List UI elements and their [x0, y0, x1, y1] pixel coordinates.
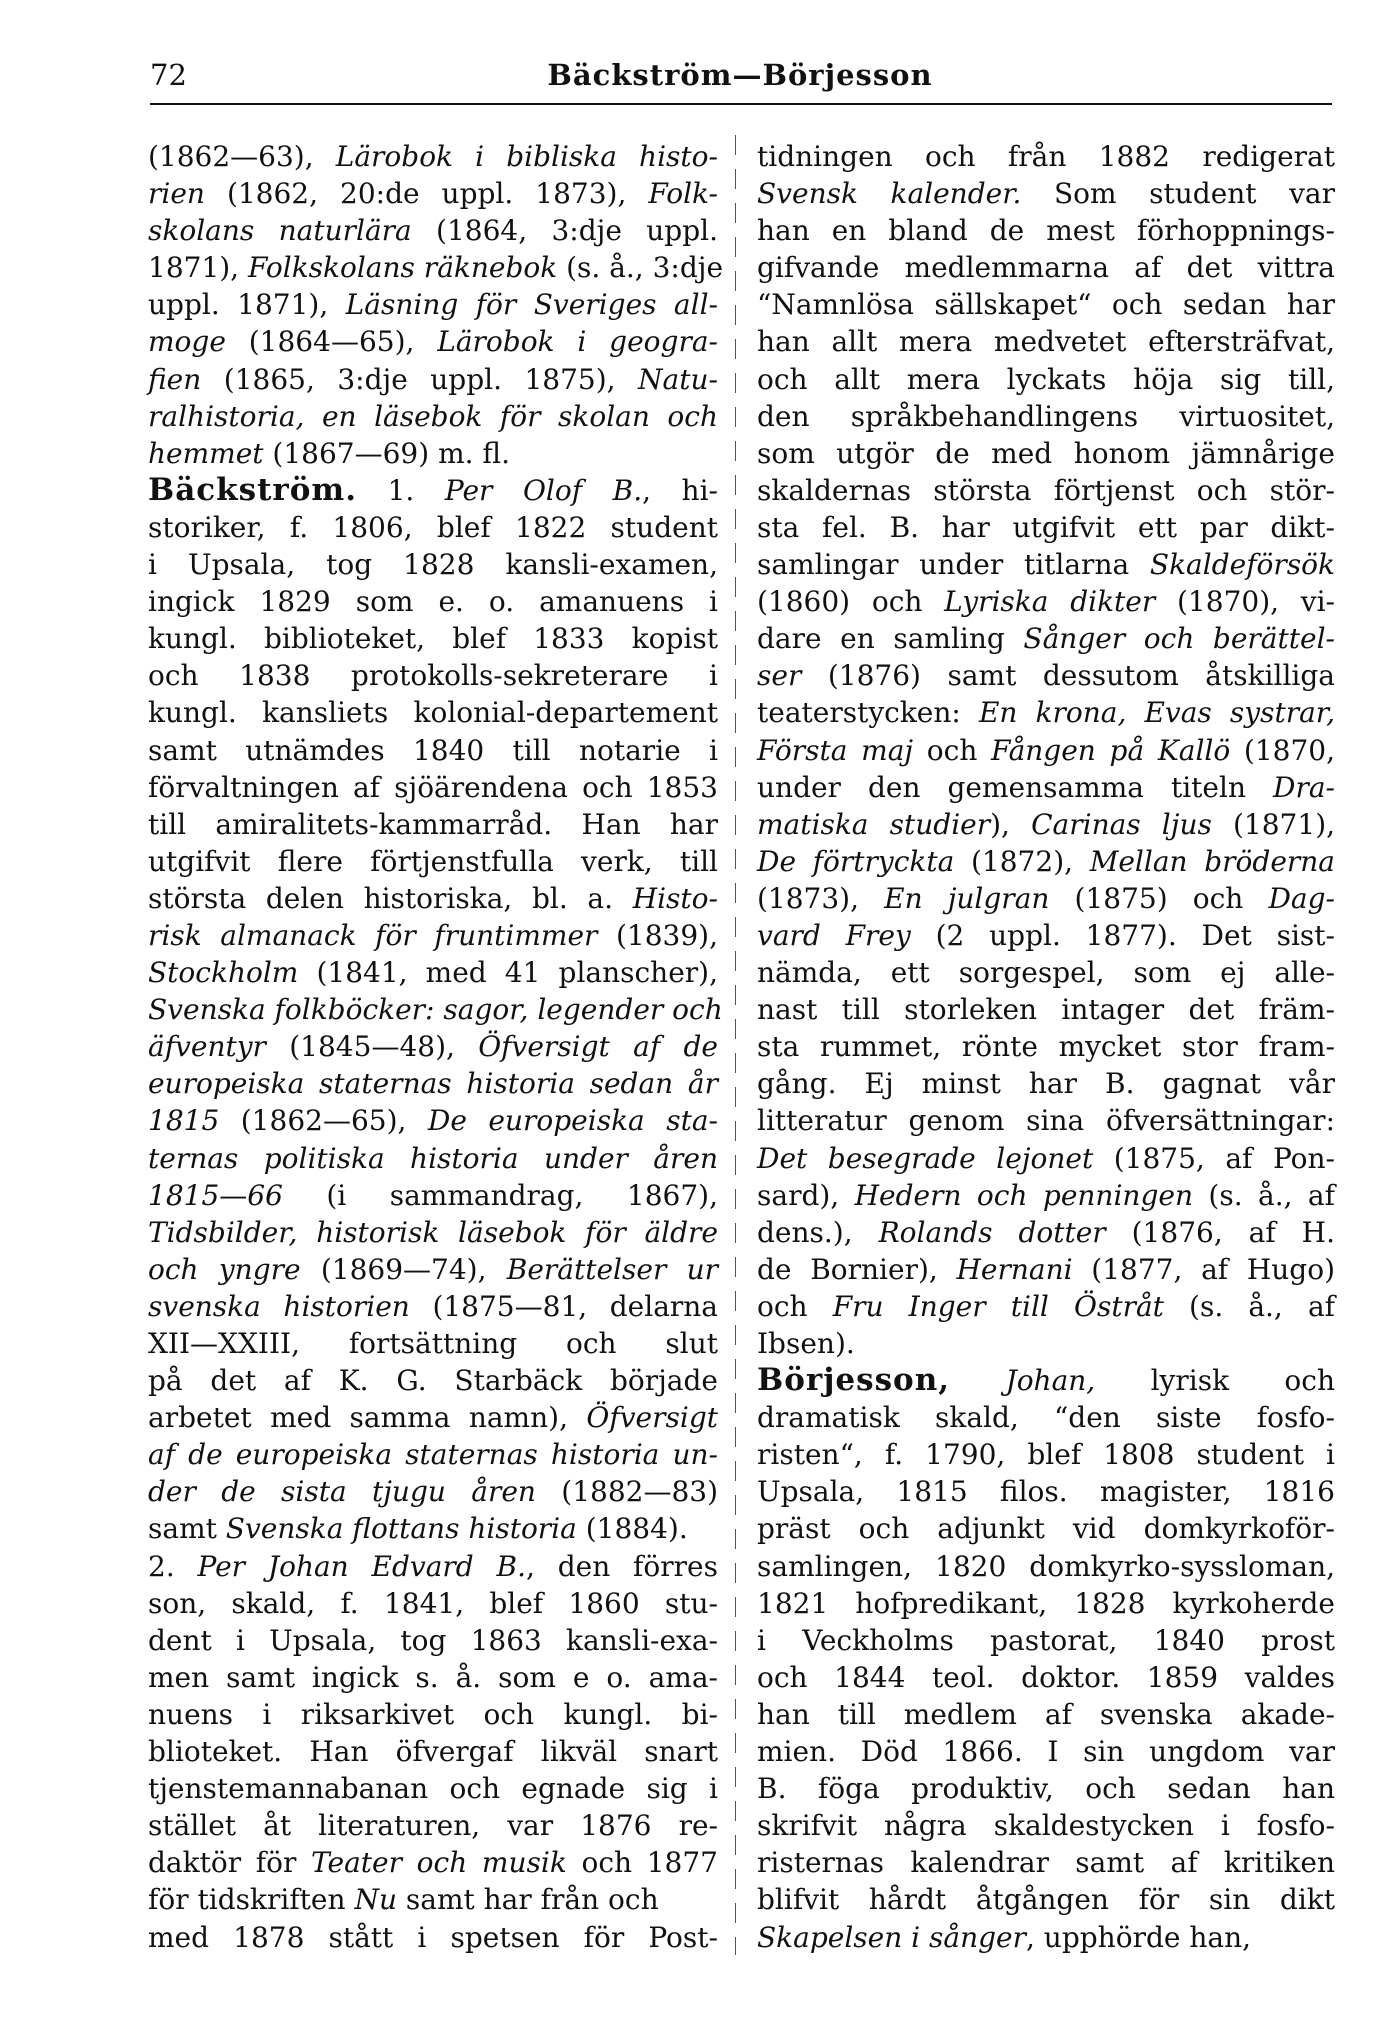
text-run: dare en samling — [757, 622, 1024, 656]
text-run: sard), — [757, 1178, 855, 1212]
text-run: (1876, af H. — [1105, 1215, 1335, 1249]
text-line — [148, 1399, 718, 1436]
text-run: son, skald, f. 1841, blef 1860 stu- — [148, 1586, 718, 1620]
text-run: Lyriska dikter — [944, 585, 1156, 619]
text-line — [148, 1362, 718, 1399]
text-line — [757, 1807, 1335, 1844]
text-line — [148, 249, 724, 286]
text-run: (1862—63), — [148, 140, 336, 173]
text-run: (1869—74), — [300, 1252, 507, 1286]
text-line — [757, 546, 1335, 583]
text-run: med 1878 stått i spetsen för Post- — [148, 1920, 718, 1954]
text-run: XII—XXIII, fortsättning och slut — [148, 1327, 718, 1360]
text-run: (1872), — [954, 844, 1090, 878]
text-line — [148, 1473, 718, 1510]
text-run: , den förres — [526, 1549, 718, 1583]
text-run: Läsning för Sveriges all- — [345, 288, 718, 322]
entry-headword: Börjesson, — [757, 1362, 951, 1399]
text-run: gifvande medlemmarna af det vittra — [757, 251, 1335, 285]
text-line — [757, 732, 1335, 769]
text-run: (1865, 3:dje uppl. 1875), — [201, 362, 639, 396]
text-line — [757, 1733, 1335, 1770]
text-run: (1875—81, delarna — [409, 1289, 719, 1323]
text-line — [148, 472, 718, 509]
text-run: och — [913, 733, 992, 767]
text-run: B. föga produktiv, och sedan han — [757, 1772, 1335, 1806]
text-line — [148, 1325, 718, 1362]
text-run: tjenstemannabanan och egnade sig i — [148, 1772, 718, 1806]
text-run: ser — [757, 659, 802, 693]
text-line — [148, 361, 718, 398]
text-line — [757, 249, 1335, 286]
text-line — [757, 1770, 1335, 1807]
text-run: blifvit hårdt åtgången för sin dikt — [757, 1883, 1335, 1917]
text-run: (1870), vi- — [1155, 585, 1335, 619]
text-line — [757, 212, 1335, 249]
text-run: (1862, 20:de uppl. 1873), — [204, 177, 649, 211]
text-line — [757, 1881, 1335, 1918]
text-run: samt utnämdes 1840 till notarie i — [148, 733, 718, 767]
text-run: dramatisk skald, “den siste fosfo- — [757, 1401, 1335, 1435]
text-run: och 1844 teol. doktor. 1859 valdes — [757, 1660, 1335, 1694]
text-line — [148, 1622, 718, 1659]
text-run: , hi- — [642, 473, 719, 507]
text-run: blioteket. Han öfvergaf likväl snart — [148, 1735, 718, 1769]
text-run: Skapelsen i sånger — [757, 1920, 1026, 1954]
text-run: under den gemensamma titeln — [757, 770, 1273, 804]
header-rule — [150, 103, 1332, 105]
text-run: (1864, 3:dje uppl. — [411, 214, 718, 248]
text-run: i Upsala, tog 1828 kansli-examen, — [148, 548, 718, 582]
text-run: samt har från och — [396, 1883, 659, 1917]
text-run: Sånger och berättel- — [1023, 622, 1335, 656]
text-line — [148, 509, 718, 546]
text-line — [148, 1140, 718, 1177]
text-run: Svensk kalender. — [757, 177, 1022, 211]
text-run: Hedern och penningen — [854, 1178, 1193, 1212]
text-line — [757, 1510, 1335, 1547]
text-run: En julgran — [884, 881, 1050, 915]
text-run: risk almanack för fruntimmer — [148, 918, 598, 952]
text-run: Öfversigt — [586, 1401, 718, 1435]
text-run: der de sista tjugu åren — [148, 1475, 536, 1509]
text-run: Som student var — [1021, 177, 1335, 211]
text-run: dent i Upsala, tog 1863 kansli-exa- — [148, 1623, 718, 1657]
text-run: (i sammandrag, 1867), — [282, 1178, 718, 1212]
text-run: vard Frey — [757, 918, 911, 952]
text-line — [148, 1548, 718, 1585]
text-run: som utgör de med honom jämnårige — [757, 436, 1335, 470]
text-run: samt — [148, 1512, 226, 1546]
text-run: moge — [148, 325, 226, 359]
text-run: (1867—69) m. fl. — [263, 436, 510, 470]
text-run: En krona, Evas systrar, — [978, 696, 1335, 730]
text-run: dens.), — [757, 1215, 879, 1249]
text-run — [950, 1364, 1005, 1397]
text-run: Det besegrade lejonet — [757, 1141, 1094, 1175]
text-run: Per Johan Edvard B. — [197, 1549, 526, 1583]
text-line — [148, 1919, 718, 1956]
text-line — [148, 917, 718, 954]
text-run: nämda, ett sorgespel, som ej alle- — [757, 956, 1335, 990]
text-run: Johan, — [1005, 1364, 1096, 1398]
text-run: storiker, f. 1806, blef 1822 student — [148, 510, 718, 544]
text-run: (s. å., af — [1193, 1178, 1335, 1212]
running-head: Bäckström—Börjesson — [547, 58, 933, 92]
text-line — [148, 1807, 718, 1844]
text-run: stället åt literaturen, var 1876 re- — [148, 1809, 718, 1843]
text-line — [757, 1251, 1335, 1288]
text-run: (2 uppl. 1877). Det sist- — [910, 918, 1335, 952]
text-run: matiska studier — [757, 807, 991, 841]
text-run: han till medlem af svenska akade- — [757, 1697, 1335, 1731]
text-run: och 1877 — [566, 1846, 718, 1880]
text-run: Natu- — [638, 362, 718, 396]
text-run: 1815—66 — [148, 1178, 283, 1212]
text-run: ), — [990, 807, 1032, 841]
page-number: 72 — [150, 58, 187, 92]
text-line — [757, 1696, 1335, 1733]
page-header — [150, 58, 1330, 98]
text-run: (1876) samt dessutom åtskilliga — [801, 659, 1335, 693]
text-line — [757, 398, 1335, 435]
text-run: svenska historien — [148, 1289, 410, 1323]
text-line — [148, 1028, 718, 1065]
text-line — [757, 1028, 1335, 1065]
text-run: Teater och musik — [311, 1846, 567, 1880]
right-column — [757, 138, 1335, 1956]
text-line — [148, 806, 718, 843]
text-run: “Namnlösa sällskapet“ och sedan har — [757, 288, 1335, 322]
text-run: litteratur genom sina öfversättningar: — [757, 1104, 1335, 1138]
text-line — [757, 1399, 1335, 1436]
text-run: tidningen och från 1882 redigerat — [757, 140, 1335, 173]
text-run: Nu — [354, 1883, 397, 1917]
text-line — [148, 435, 718, 472]
text-run: Hernani — [956, 1252, 1073, 1286]
text-run: samlingar under titlarna — [757, 548, 1150, 582]
text-run: största delen historiska, bl. a. — [148, 881, 633, 915]
text-line — [148, 1288, 718, 1325]
text-run: teaterstycken: — [757, 696, 979, 730]
text-line — [148, 286, 718, 323]
text-line — [757, 954, 1335, 991]
text-line — [757, 323, 1335, 360]
text-line — [148, 1177, 718, 1214]
text-line — [757, 1177, 1335, 1214]
text-line — [148, 732, 718, 769]
text-line — [757, 1585, 1335, 1622]
text-run: sta rummet, rönte mycket stor fram- — [757, 1030, 1335, 1064]
text-run: (1875) och — [1049, 881, 1269, 915]
text-run: Lärobok i bibliska histo- — [335, 140, 718, 173]
text-run: , upphörde han, — [1026, 1920, 1252, 1954]
text-line — [148, 1251, 718, 1288]
text-run: af de europeiska staternas historia un- — [148, 1438, 718, 1472]
text-line — [757, 1140, 1335, 1177]
text-line — [148, 1585, 718, 1622]
text-run: (1875, af Pon- — [1093, 1141, 1336, 1175]
text-line — [148, 212, 718, 249]
text-run: (1862—65), — [219, 1104, 428, 1138]
text-run: Fru Inger till Östråt — [832, 1289, 1164, 1323]
text-run: Berättelser ur — [506, 1252, 719, 1286]
text-run: arbetet med samma namn), — [148, 1401, 587, 1435]
text-line — [148, 398, 718, 435]
text-line — [757, 286, 1335, 323]
text-line — [757, 1362, 1335, 1399]
text-line — [757, 1065, 1335, 1102]
text-run: Första maj — [757, 733, 914, 767]
text-run: Stockholm — [148, 956, 299, 990]
text-run: till amiralitets-kammarråd. Han har — [148, 807, 718, 841]
text-run: risten“, f. 1790, blef 1808 student i — [757, 1438, 1335, 1472]
text-run: och — [757, 1289, 833, 1323]
text-line — [148, 138, 718, 175]
text-run: skrifvit några skaldestycken i fosfo- — [757, 1809, 1335, 1843]
text-line — [148, 843, 718, 880]
text-run: risternas kalendrar samt af kritiken — [757, 1846, 1335, 1880]
text-run: 2. — [148, 1549, 198, 1583]
text-run: samlingen, 1820 domkyrko-syssloman, — [757, 1549, 1335, 1583]
text-run: på det af K. G. Starbäck började — [148, 1364, 718, 1398]
text-line — [757, 509, 1335, 546]
text-run: (1877, af Hugo) — [1072, 1252, 1335, 1286]
text-run: skaldernas största förtjenst och stör- — [757, 473, 1335, 507]
text-line — [148, 175, 718, 212]
text-line — [757, 1288, 1335, 1325]
text-line — [757, 1659, 1335, 1696]
text-line — [757, 583, 1335, 620]
text-line — [757, 1919, 1335, 1956]
text-run: De förtryckta — [757, 844, 955, 878]
text-line — [757, 657, 1335, 694]
text-run: präst och adjunkt vid domkyrkoför- — [757, 1512, 1335, 1546]
text-run: (1864—65), — [225, 325, 438, 359]
text-run: Folkskolans räknebok — [247, 251, 558, 285]
text-run: kungl. biblioteket, blef 1833 kopist — [148, 622, 718, 656]
text-line — [148, 880, 718, 917]
text-line — [148, 1065, 718, 1102]
text-run: De europeiska sta- — [427, 1104, 718, 1138]
text-run: mien. Död 1866. I sin ungdom var — [757, 1735, 1335, 1769]
text-run: 1821 hofpredikant, 1828 kyrkoherde — [757, 1586, 1335, 1620]
text-run: han en bland de mest förhoppnings- — [757, 214, 1335, 248]
text-run: (1839), — [597, 918, 719, 952]
text-line — [757, 1844, 1335, 1881]
text-line — [757, 694, 1335, 731]
text-run: Svenska flottans historia — [225, 1512, 577, 1546]
text-run: Fången på Kallö — [991, 733, 1231, 767]
text-run: Rolands dotter — [878, 1215, 1106, 1249]
text-line — [757, 1214, 1335, 1251]
text-run: Mellan bröderna — [1089, 844, 1335, 878]
text-line — [757, 769, 1335, 806]
text-line — [757, 175, 1335, 212]
text-line — [757, 620, 1335, 657]
text-line — [148, 1733, 718, 1770]
text-run: och yngre — [148, 1252, 301, 1286]
text-run: förvaltningen af sjöärendena och 1853 — [148, 770, 718, 804]
left-column — [148, 138, 724, 1956]
text-line — [757, 1102, 1335, 1139]
text-run: Öfversigt af de — [478, 1030, 718, 1064]
text-line — [757, 880, 1335, 917]
text-run: europeiska staternas historia sedan år — [148, 1067, 718, 1101]
text-line — [757, 917, 1335, 954]
text-run: Skaldeförsök — [1149, 548, 1335, 582]
text-line — [148, 1659, 718, 1696]
text-run: nast till storleken intager det främ- — [757, 993, 1335, 1027]
text-run: hemmet — [148, 436, 264, 470]
text-line — [148, 769, 718, 806]
text-line — [148, 323, 718, 360]
text-line — [757, 435, 1335, 472]
text-line — [148, 1696, 718, 1733]
text-line — [148, 583, 718, 620]
text-run: Per Olof B. — [444, 473, 643, 507]
text-line — [148, 1770, 718, 1807]
text-line — [757, 1622, 1335, 1659]
text-run: 1871), — [148, 251, 248, 285]
text-run: Carinas ljus — [1031, 807, 1212, 841]
text-run: ternas politiska historia under åren — [148, 1141, 718, 1175]
text-run: 1815 — [148, 1104, 220, 1138]
text-run: Folk- — [648, 177, 718, 211]
text-run: den språkbehandlingens virtuositet, — [757, 399, 1335, 433]
text-run: sta fel. B. har utgifvit ett par dikt- — [757, 510, 1335, 544]
text-line — [757, 806, 1335, 843]
text-run: ralhistoria, en läsebok för skolan och — [148, 399, 718, 433]
text-run: Ibsen). — [757, 1327, 855, 1360]
text-run: daktör för — [148, 1846, 312, 1880]
text-run: lyrisk och — [1095, 1364, 1335, 1398]
text-line — [148, 546, 718, 583]
text-run: fien — [148, 362, 202, 396]
text-run: (s. å., af — [1163, 1289, 1336, 1323]
text-run: (1871), — [1211, 807, 1336, 841]
text-run: men samt ingick s. å. som e o. ama- — [148, 1660, 718, 1694]
text-line — [757, 361, 1335, 398]
text-run: Dag- — [1268, 881, 1335, 915]
text-run: Dra- — [1273, 770, 1335, 804]
text-run: skolans naturlära — [148, 214, 412, 248]
text-run: uppl. 1871), — [148, 288, 346, 322]
text-run: de Bornier), — [757, 1252, 957, 1286]
text-run: i Veckholms pastorat, 1840 prost — [757, 1623, 1335, 1657]
text-line — [148, 1510, 718, 1547]
text-run: Upsala, 1815 filos. magister, 1816 — [757, 1475, 1335, 1509]
text-run: kungl. kansliets kolonial-departement — [148, 696, 718, 730]
text-line — [757, 1548, 1335, 1585]
text-run: Histo- — [632, 881, 718, 915]
text-line — [148, 1881, 718, 1918]
text-line — [757, 1436, 1335, 1473]
text-run: för tidskriften — [148, 1883, 355, 1917]
text-run: (1860) och — [757, 585, 945, 619]
text-line — [757, 991, 1335, 1028]
text-run: (1845—48), — [265, 1030, 479, 1064]
text-line — [148, 954, 718, 991]
text-line — [148, 1844, 718, 1881]
text-run: (1882—83) — [535, 1475, 719, 1509]
text-run: rien — [148, 177, 205, 211]
text-run: och 1838 protokolls-sekreterare i — [148, 659, 718, 693]
text-run: och allt mera lyckats höja sig till, — [757, 362, 1335, 396]
text-run: Tidsbilder, historisk läsebok för äldre — [148, 1215, 718, 1249]
text-run: Lärobok i geogra- — [437, 325, 718, 359]
text-line — [148, 991, 723, 1028]
text-line — [148, 657, 718, 694]
column-divider — [735, 135, 736, 1955]
text-run: Svenska folkböcker: sagor, legender och — [148, 993, 723, 1027]
text-run: han allt mera medvetet eftersträfvat, — [757, 325, 1335, 359]
text-line — [148, 620, 718, 657]
text-run: (1870, — [1230, 733, 1335, 767]
entry-headword: Bäckström. — [148, 471, 358, 508]
text-run: ingick 1829 som e. o. amanuens i — [148, 585, 718, 619]
text-run: (s. å., 3:dje — [557, 251, 724, 285]
text-run: 1. — [357, 473, 445, 507]
text-line — [757, 843, 1335, 880]
text-line — [757, 138, 1335, 175]
text-line — [148, 694, 718, 731]
text-run: nuens i riksarkivet och kungl. bi- — [148, 1697, 718, 1731]
text-run: utgifvit flere förtjenstfulla verk, till — [148, 844, 718, 878]
text-line — [757, 472, 1335, 509]
text-run: äfventyr — [148, 1030, 266, 1064]
text-line — [148, 1214, 718, 1251]
text-run: (1884). — [576, 1512, 688, 1546]
text-run: gång. Ej minst har B. gagnat vår — [757, 1067, 1335, 1101]
text-line — [757, 1473, 1335, 1510]
text-line — [148, 1102, 718, 1139]
text-line — [757, 1325, 1335, 1362]
text-run: (1841, med 41 planscher), — [298, 956, 718, 990]
text-line — [148, 1436, 718, 1473]
text-run: (1873), — [757, 881, 885, 915]
